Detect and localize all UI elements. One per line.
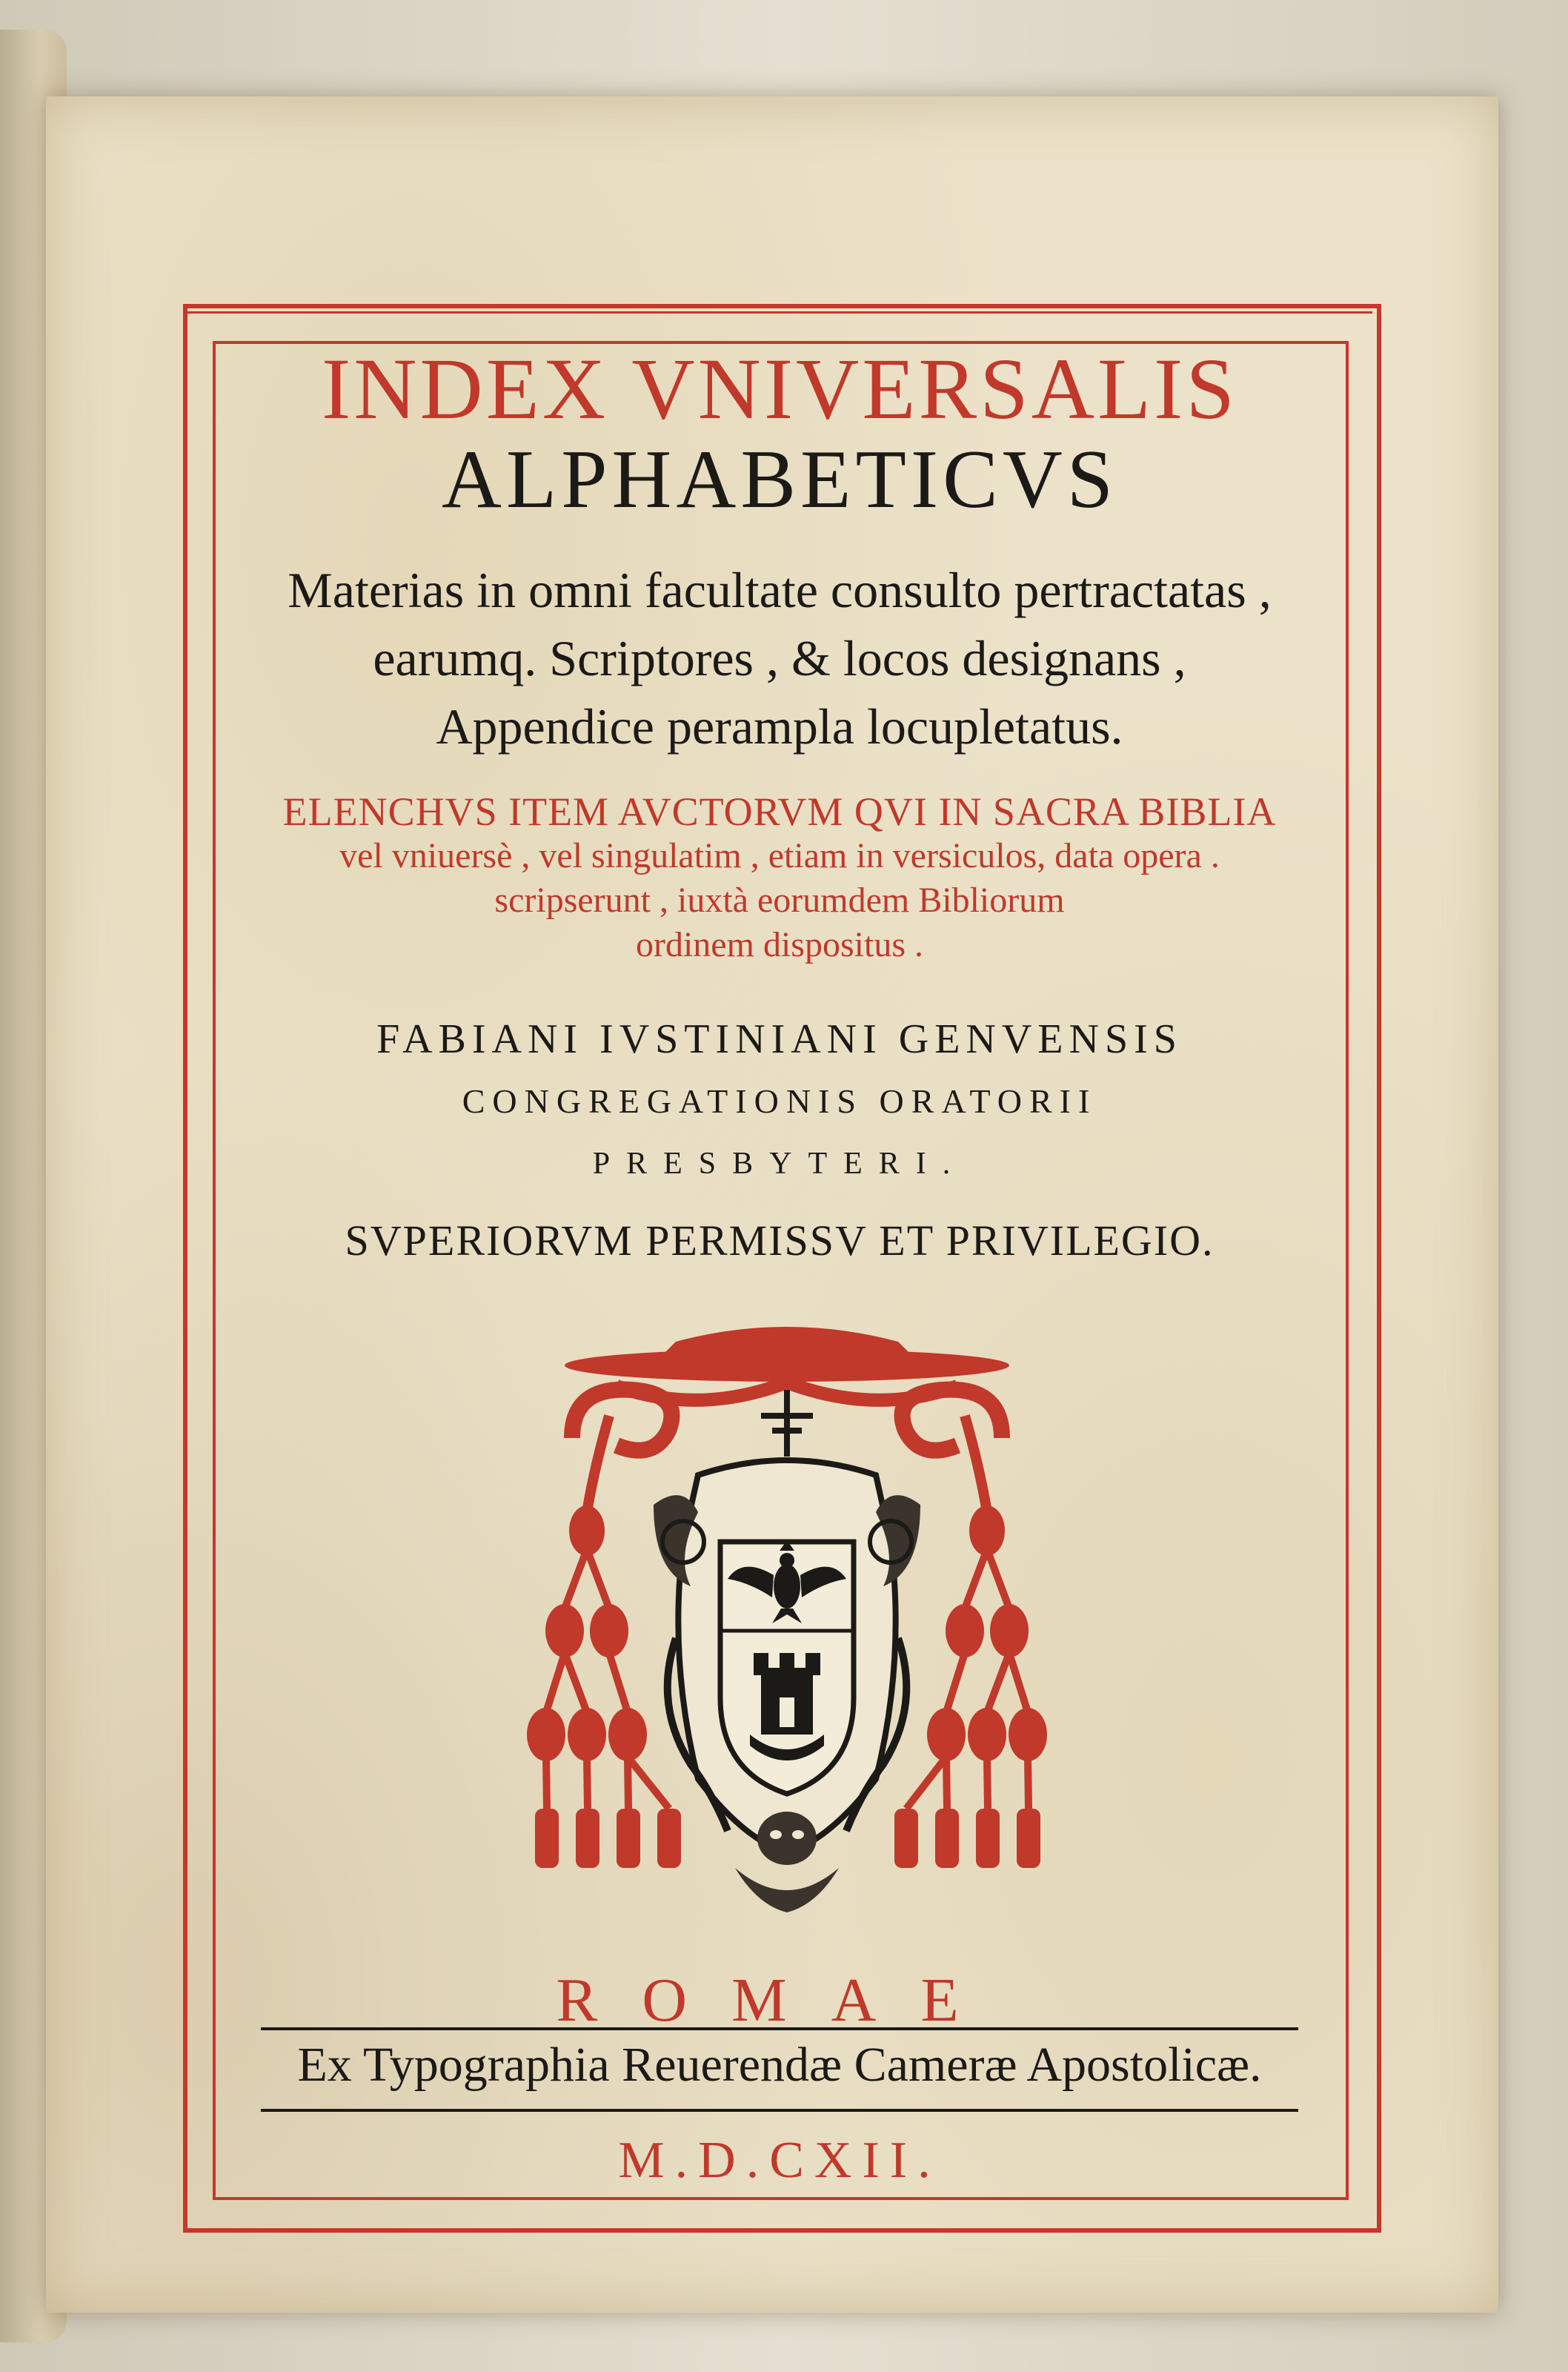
- author-line-3: PRESBYTERI.: [592, 1147, 967, 1181]
- subtitle-line-2: earumq. Scriptores , & locos designans ,: [373, 630, 1186, 686]
- permission-line: SVPERIORVM PERMISSV ET PRIVILEGIO.: [345, 1216, 1215, 1265]
- elenchus-line-3: scripserunt , iuxtà eorumdem Bibliorum: [494, 881, 1065, 920]
- elenchus-line-1: ELENCHVS ITEM AVCTORVM QVI IN SACRA BIBLIA: [282, 789, 1277, 834]
- imprint-place: ROMAE: [556, 1966, 1003, 2035]
- title-line-2: ALPHABETICVS: [441, 434, 1118, 526]
- subtitle-line-3: Appendice perampla locupletatus.: [436, 698, 1123, 755]
- imprint-rule-bottom: [261, 2109, 1298, 2112]
- title-line-1: INDEX VNIVERSALIS: [322, 340, 1238, 437]
- elenchus-line-4: ordinem dispositus .: [635, 925, 923, 964]
- subtitle: [224, 556, 1335, 761]
- imprint-rule-top: [261, 2027, 1298, 2030]
- subtitle-line-1: Materias in omni facultate consulto pertractatas ,: [288, 562, 1272, 618]
- title-page: [46, 96, 1498, 2313]
- author-line-2: CONGREGATIONIS ORATORII: [462, 1082, 1097, 1120]
- elenchus-line-2: vel vniuersè , vel singulatim , etiam in versiculos, data opera .: [339, 836, 1220, 875]
- imprint-date: M.D.CXII.: [618, 2132, 941, 2189]
- elenchus: [224, 789, 1335, 967]
- author-block: [224, 1008, 1335, 1195]
- cardinal-coat-of-arms-icon: [505, 1319, 1069, 1942]
- author-line-1: FABIANI IVSTINIANI GENVENSIS: [376, 1016, 1183, 1062]
- imprint-printer: Ex Typographia Reuerendæ Cameræ Apostolicæ.: [297, 2038, 1262, 2092]
